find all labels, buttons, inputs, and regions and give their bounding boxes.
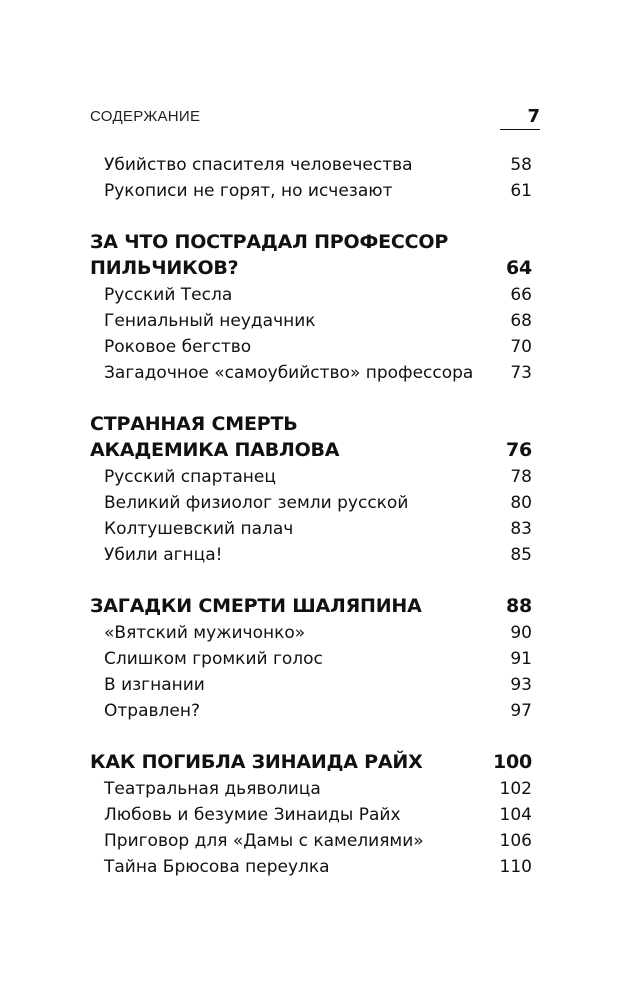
header-title: СОДЕРЖАНИЕ [90, 108, 201, 125]
chapter-page: 64 [505, 257, 532, 279]
entry-title: Убийство спасителя человечества [104, 155, 413, 175]
entry-page: 61 [510, 181, 532, 201]
toc-entry [90, 334, 532, 360]
toc-entry [90, 620, 532, 646]
entry-page: 68 [510, 311, 532, 331]
chapter-title-line [90, 229, 532, 255]
toc-entry [90, 672, 532, 698]
toc-entry [90, 776, 532, 802]
chapter-title-line [90, 749, 532, 775]
toc-entry [90, 490, 532, 516]
chapter-title-line [90, 593, 532, 619]
entry-page: 104 [499, 805, 532, 825]
entry-page: 97 [510, 701, 532, 721]
toc-entry [90, 828, 532, 854]
chapter-page: 100 [492, 751, 532, 773]
page-number: 7 [500, 106, 540, 130]
entry-title: Великий физиолог земли русской [104, 493, 409, 513]
entry-title: Русский Тесла [104, 285, 233, 305]
chapter-page: 88 [505, 595, 532, 617]
entry-page: 66 [510, 285, 532, 305]
chapter-title: ЗА ЧТО ПОСТРАДАЛ ПРОФЕССОР [90, 231, 449, 253]
chapter-section [90, 411, 532, 568]
entry-page: 80 [510, 493, 532, 513]
toc-entry [90, 152, 532, 178]
toc-entry [90, 646, 532, 672]
chapter-title: АКАДЕМИКА ПАВЛОВА [90, 439, 340, 461]
entry-title: Театральная дьяволица [104, 779, 321, 799]
entry-page: 90 [510, 623, 532, 643]
toc-entry [90, 178, 532, 204]
entry-page: 73 [510, 363, 532, 383]
chapter-section [90, 593, 532, 724]
chapter-section [90, 229, 532, 386]
chapter-title-line [90, 255, 532, 281]
entry-page: 78 [510, 467, 532, 487]
chapter-title: ЗАГАДКИ СМЕРТИ ШАЛЯПИНА [90, 595, 422, 617]
entry-title: В изгнании [104, 675, 205, 695]
toc-entry [90, 802, 532, 828]
entry-title: Гениальный неудачник [104, 311, 316, 331]
entry-page: 93 [510, 675, 532, 695]
chapter-title: КАК ПОГИБЛА ЗИНАИДА РАЙХ [90, 751, 423, 773]
entry-title: Загадочное «самоубийство» профессора [104, 363, 474, 383]
chapter-title-line [90, 411, 532, 437]
entry-page: 91 [510, 649, 532, 669]
toc-entry [90, 698, 532, 724]
toc-entry [90, 542, 532, 568]
entry-title: Тайна Брюсова переулка [104, 857, 330, 877]
intro-entries [90, 152, 532, 204]
entry-title: Колтушевский палач [104, 519, 294, 539]
running-header [90, 108, 540, 134]
toc-entry [90, 464, 532, 490]
entry-title: «Вятский мужичонко» [104, 623, 306, 643]
entry-title: Роковое бегство [104, 337, 252, 357]
chapter-page: 76 [505, 439, 532, 461]
entry-title: Любовь и безумие Зинаиды Райх [104, 805, 401, 825]
entry-title: Убили агнца! [104, 545, 223, 565]
entry-title: Отравлен? [104, 701, 200, 721]
table-of-contents [90, 152, 532, 880]
entry-page: 70 [510, 337, 532, 357]
entry-title: Русский спартанец [104, 467, 276, 487]
entry-page: 58 [510, 155, 532, 175]
entry-page: 85 [510, 545, 532, 565]
toc-entry [90, 360, 532, 386]
chapter-section [90, 749, 532, 880]
entry-page: 110 [499, 857, 532, 877]
entry-page: 106 [499, 831, 532, 851]
toc-entry [90, 854, 532, 880]
toc-entry [90, 516, 532, 542]
entry-page: 83 [510, 519, 532, 539]
chapter-title: ПИЛЬЧИКОВ? [90, 257, 239, 279]
entry-title: Приговор для «Дамы с камелиями» [104, 831, 424, 851]
entry-title: Рукописи не горят, но исчезают [104, 181, 393, 201]
toc-entry [90, 282, 532, 308]
entry-page: 102 [499, 779, 532, 799]
entry-title: Слишком громкий голос [104, 649, 323, 669]
toc-entry [90, 308, 532, 334]
chapter-title-line [90, 437, 532, 463]
chapter-title: СТРАННАЯ СМЕРТЬ [90, 413, 298, 435]
